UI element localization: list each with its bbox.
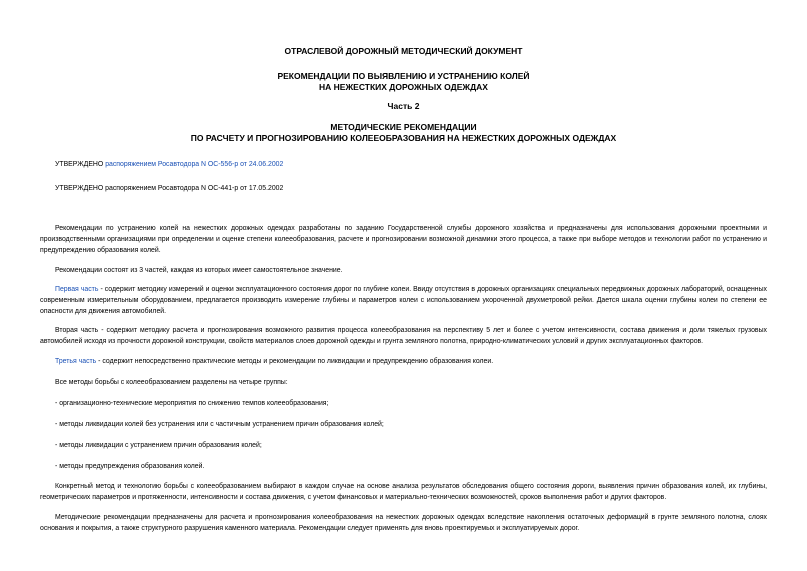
section-title-line2: ПО РАСЧЕТУ И ПРОГНОЗИРОВАНИЮ КОЛЕЕОБРАЗОВАНИЯ НА НЕЖЕСТКИХ ДОРОЖНЫХ ОДЕЖДАХ — [190, 133, 617, 143]
recommendations-title-line2: НА НЕЖЕСТКИХ ДОРОЖНЫХ ОДЕЖДАХ — [319, 82, 488, 92]
paragraph-part-two: Вторая часть - содержит методику расчета и прогнозирования возможного развития процесса колееобразования на перспективу 5 лет и более с учетом интенсивности, состава движения и доли тяжелых грузовых автомобилей исходя из прочности дорожной конструкции, свойств материалов слоев дорожной одежды и грунта земляного полотна, природно-климатических условий и других эксплуатационных факторов. — [40, 327, 767, 346]
part-three-link[interactable]: Третья часть — [55, 358, 97, 365]
part-one-text: - содержит методику измерений и оценки эксплуатационного состояния дорог по глубине колеи. Ввиду отсутствия в дорожных организациях специальных передвижных дорожных лабораторий, оснащенных современным измерительным оборудованием, предлагается производить измерение глубины и параметров колеи с использованием укороченной двухметровой рейки. Дается шкала оценки глубины колеи по степени ее опасности для движения автомобилей. — [40, 286, 767, 316]
paragraph-part-one — [40, 284, 767, 318]
paragraph-parts: Рекомендации состоят из 3 частей, каждая из которых имеет самостоятельное значение. — [55, 267, 343, 274]
recommendations-title-line1: РЕКОМЕНДАЦИИ ПО ВЫЯВЛЕНИЮ И УСТРАНЕНИЮ КОЛЕЙ — [277, 71, 530, 81]
list-item: - методы предупреждения образования колей. — [55, 463, 205, 470]
document-title: ОТРАСЛЕВОЙ ДОРОЖНЫЙ МЕТОДИЧЕСКИЙ ДОКУМЕНТ — [284, 46, 523, 56]
part-one-link[interactable]: Первая часть — [55, 286, 99, 293]
paragraph-methods-groups: Все методы борьбы с колееобразованием разделены на четыре группы: — [55, 379, 288, 386]
section-title-line1: МЕТОДИЧЕСКИЕ РЕКОМЕНДАЦИИ — [330, 122, 477, 132]
part-three-text: - содержит непосредственно практические методы и рекомендации по ликвидации и предупреждению образования колеи. — [96, 358, 494, 365]
list-item: - методы ликвидации колей без устранения или с частичным устранением причин образования колей; — [55, 421, 384, 428]
approval-first — [55, 160, 283, 169]
part-title: Часть 2 — [387, 101, 420, 111]
list-item: - методы ликвидации с устранением причин образования колей; — [55, 442, 262, 449]
approval-first-prefix: УТВЕРЖДЕНО — [55, 161, 106, 168]
section-title — [0, 122, 807, 144]
paragraph-intro: Рекомендации по устранению колей на нежестких дорожных одеждах разработаны по заданию Государственной службы дорожного хозяйства и предназначены для использования дорожными проектными и производственными организациями при определении и оценке степени колееобразования, расчете и прогнозировании возможной динамики этого процесса, а также при выборе методов и технологии работ по устранению и предупреждению образования колей. — [40, 225, 767, 255]
recommendations-title — [0, 71, 807, 93]
paragraph-purpose: Методические рекомендации предназначены для расчета и прогнозирования колееобразования на нежестких дорожных одеждах вследствие накопления остаточных деформаций в грунте земляного полотна, слоях основания и покрытия, а также структурного разрушения каменного материала. Рекомендации следует применять для вновь проектируемых и эксплуатируемых дорог. — [40, 514, 767, 533]
list-item: - организационно-технические мероприятия по снижению темпов колееобразования; — [55, 400, 329, 407]
paragraph-method-selection: Конкретный метод и технологию борьбы с колееобразованием выбирают в каждом случае на основе анализа результатов обследования общего состояния дороги, выявления причин образования колей, их глубины, геометрических параметров и протяженности, интенсивности и состава движения, с учетом финансовых и материально-технических возможностей, сроков выполнения работ и других факторов. — [40, 483, 767, 502]
paragraph-part-three — [40, 356, 767, 367]
approval-first-link[interactable]: распоряжением Росавтодора N ОС-556-р от 24.06.2002 — [105, 161, 284, 168]
approval-second: УТВЕРЖДЕНО распоряжением Росавтодора N ОС-441-р от 17.05.2002 — [55, 185, 284, 192]
